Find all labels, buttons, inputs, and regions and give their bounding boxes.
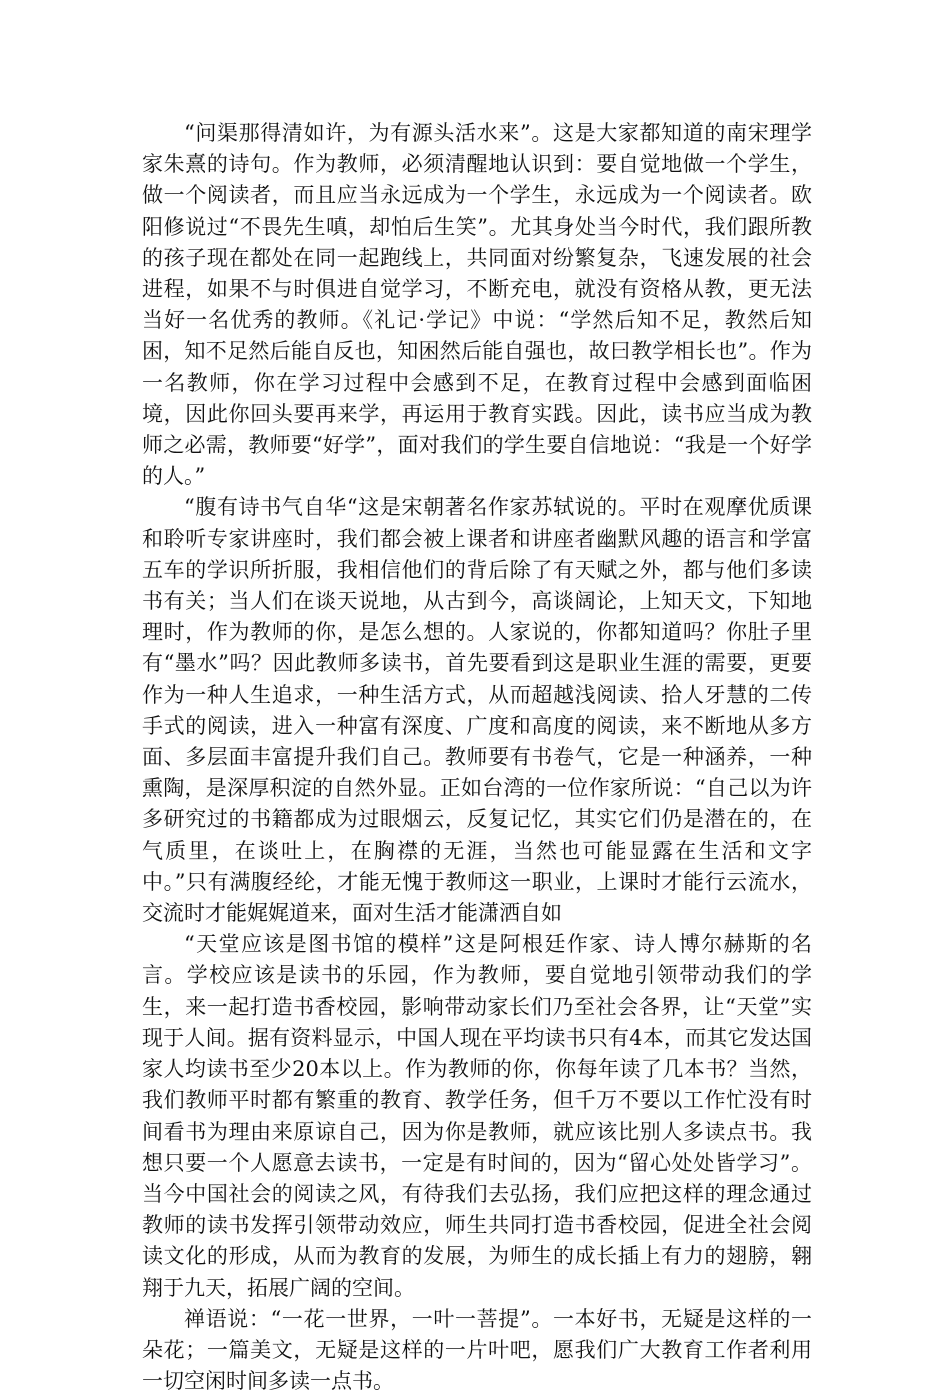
document-body xyxy=(142,118,812,1397)
paragraph-3: “天堂应该是图书馆的模样”这是阿根廷作家、诗人博尔赫斯的名言。学校应该是读书的乐园，作为教师，要自觉地引领带动我们的学生，来一起打造书香校园，影响带动家长们乃至社会各界，让“天堂”实现于人间。据有资料显示，中国人现在平均读书只有4本，而其它发达国家人均读书至少20本以上。作为教师的你，你每年读了几本书？当然，我们教师平时都有繁重的教育、教学任务，但千万不要以工作忙没有时间看书为理由来原谅自己，因为你是教师，就应该比别人多读点书。我想只要一个人愿意去读书，一定是有时间的，因为“留心处处皆学习”。当今中国社会的阅读之风，有待我们去弘扬，我们应把这样的理念通过教师的读书发挥引领带动效应，师生共同打造书香校园，促进全社会阅读文化的形成，从而为教育的发展，为师生的成长插上有力的翅膀，翱翔于九天，拓展广阔的空间。 xyxy=(142,932,812,1300)
paragraph-1: “问渠那得清如许，为有源头活水来”。这是大家都知道的南宋理学家朱熹的诗句。作为教师，必须清醒地认识到：要自觉地做一个学生，做一个阅读者，而且应当永远成为一个学生，永远成为一个阅读者。欧阳修说过“不畏先生嗔，却怕后生笑”。尤其身处当今时代，我们跟所教的孩子现在都处在同一起跑线上，共同面对纷繁复杂，飞速发展的社会进程，如果不与时俱进自觉学习，不断充电，就没有资格从教，更无法当好一名优秀的教师。《礼记·学记》中说：“学然后知不足，教然后知困，知不足然后能自反也，知困然后能自强也，故曰教学相长也”。作为一名教师，你在学习过程中会感到不足，在教育过程中会感到面临困境，因此你回头要再来学，再运用于教育实践。因此，读书应当成为教师之必需，教师要“好学”，面对我们的学生要自信地说：“我是一个好学的人。” xyxy=(142,121,812,489)
paragraph-2: “腹有诗书气自华“这是宋朝著名作家苏轼说的。平时在观摩优质课和聆听专家讲座时，我们都会被上课者和讲座者幽默风趣的语言和学富五车的学识所折服，我相信他们的背后除了有天赋之外，都与他们多读书有关；当人们在谈天说地，从古到今，高谈阔论，上知天文，下知地理时，作为教师的你，是怎么想的。人家说的，你都知道吗？你肚子里有“墨水”吗？因此教师多读书，首先要看到这是职业生涯的需要，更要作为一种人生追求，一种生活方式，从而超越浅阅读、拾人牙慧的二传手式的阅读，进入一种富有深度、广度和高度的阅读，来不断地从多方面、多层面丰富提升我们自己。教师要有书卷气，它是一种涵养，一种熏陶，是深厚积淀的自然外显。正如台湾的一位作家所说：“自己以为许多研究过的书籍都成为过眼烟云，反复记忆，其实它们仍是潜在的，在气质里，在谈吐上，在胸襟的无涯，当然也可能显露在生活和文字中。”只有满腹经纶，才能无愧于教师这一职业，上课时才能行云流水，交流时才能娓娓道来，面对生活才能潇洒自如 xyxy=(142,495,812,926)
paragraph-4: 禅语说：“一花一世界，一叶一菩提”。一本好书，无疑是这样的一朵花；一篇美文，无疑是这样的一片叶吧，愿我们广大教育工作者利用一切空闲时间多读一点书。 xyxy=(142,1306,812,1394)
